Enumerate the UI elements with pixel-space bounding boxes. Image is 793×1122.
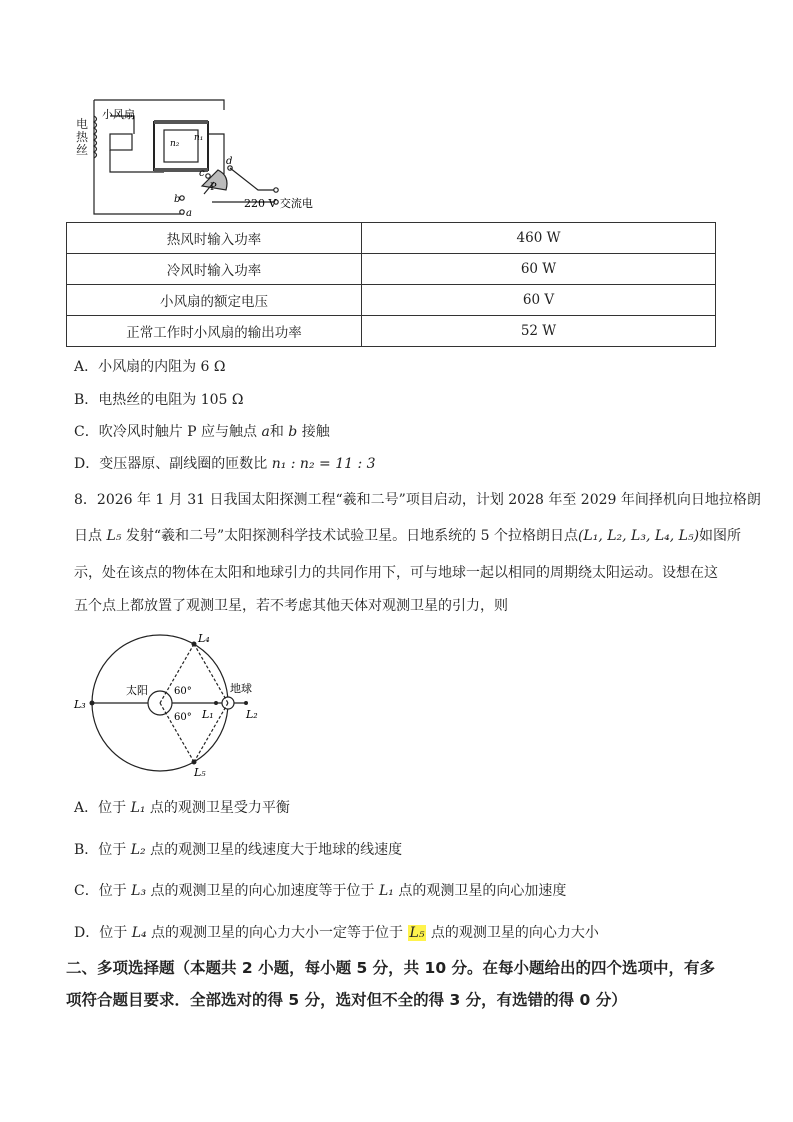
table-row [67, 223, 716, 254]
q8-option-b-l: L₂ [130, 842, 146, 858]
angle-bottom-label: 60° [174, 712, 192, 723]
section-heading-line-1: 二、多项选择题（本题共 2 小题，每小题 5 分，共 10 分。在每小题给出的四个选项中，有多 [66, 959, 716, 977]
q8-option-c-post: 点的观测卫星的向心加速度 [393, 883, 567, 899]
fan-label: 小风扇 [102, 108, 135, 121]
q7-option-c-a: a [261, 424, 270, 440]
point-d-label: d [226, 156, 233, 167]
q8-option-b-pre: B．位于 [74, 842, 131, 858]
l4-label: L₄ [198, 632, 210, 645]
l3-label: L₃ [74, 698, 86, 711]
table-row [67, 316, 716, 347]
q8-option-b-post: 点的观测卫星的线速度大于地球的线速度 [145, 842, 403, 858]
table-cell-label: 热风时输入功率 [67, 223, 362, 254]
spec-table [66, 222, 716, 347]
q7-option-c-post: 接触 [297, 424, 330, 440]
point-c-label: c [199, 168, 205, 179]
q7-option-b: B．电热丝的电阻为 105 Ω [74, 392, 244, 408]
q8-option-d-l: L₄ [131, 925, 147, 941]
q8-option-d-post: 点的观测卫星的向心力大小 [426, 925, 599, 941]
table-cell-value: 60 V [362, 285, 716, 316]
q7-option-d [74, 453, 376, 473]
table-cell-value: 60 W [362, 254, 716, 285]
heater-label: 电热丝 [76, 117, 89, 157]
l2-label: L₂ [246, 708, 258, 721]
table-cell-label: 正常工作时小风扇的输出功率 [67, 316, 362, 347]
q7-option-c-mid: 和 [269, 424, 289, 440]
q8-option-a [74, 797, 290, 817]
q8-option-c-pre: C．位于 [74, 883, 132, 899]
source-label: 220 V 交流电 [244, 197, 313, 210]
l5-label: L₅ [194, 766, 206, 778]
q7-option-a: A．小风扇的内阻为 6 Ω [74, 359, 226, 375]
n2-label: n₂ [170, 139, 180, 149]
q8-line-2-l5: L₅ [106, 528, 122, 544]
q8-line-2-pre: 日点 [74, 528, 107, 544]
table-cell-label: 冷风时输入功率 [67, 254, 362, 285]
q7-option-d-pre: D．变压器原、副线圈的匝数比 [74, 456, 272, 472]
q8-option-b [74, 839, 402, 859]
q7-option-c-b: b [288, 424, 298, 440]
q8-line-2-points: (L₁, L₂, L₃, L₄, L₅) [577, 528, 700, 544]
q8-option-a-post: 点的观测卫星受力平衡 [145, 800, 290, 816]
q8-option-a-pre: A．位于 [74, 800, 131, 816]
q8-option-c [74, 880, 566, 900]
point-a-label: a [186, 208, 192, 218]
q8-line-2 [74, 526, 742, 546]
q8-option-a-l: L₁ [130, 800, 146, 816]
point-b-label: b [174, 194, 181, 205]
section-heading-line-2: 项符合题目要求．全部选对的得 5 分，选对但不全的得 3 分，有选错的得 0 分） [66, 991, 627, 1009]
q8-line-4: 五个点上都放置了观测卫星，若不考虑其他天体对观测卫星的引力，则 [74, 598, 508, 614]
q7-option-c [74, 421, 330, 441]
table-cell-value: 52 W [362, 316, 716, 347]
q8-option-d-pre: D．位于 [74, 925, 132, 941]
q8-option-d-l2-highlight: L₅ [409, 925, 425, 941]
q8-option-d [74, 922, 599, 942]
earth-label: 地球 [230, 682, 252, 695]
q8-option-c-mid: 点的观测卫星的向心加速度等于位于 [146, 883, 379, 899]
lagrange-diagram [70, 628, 270, 778]
table-row [67, 254, 716, 285]
q8-line-2-post: 发射“羲和二号”太阳探测科学技术试验卫星。日地系统的 5 个拉格朗日点 [121, 528, 578, 544]
q8-line-1: 8．2026 年 1 月 31 日我国太阳探测工程“羲和二号”项目启动，计划 2028 年至 2029 年间择机向日地拉格朗 [74, 492, 761, 508]
q8-option-d-mid: 点的观测卫星的向心力大小一定等于位于 [146, 925, 408, 941]
table-row [67, 285, 716, 316]
n1-label: n₁ [194, 133, 204, 143]
table-cell-value: 460 W [362, 223, 716, 254]
angle-top-label: 60° [174, 686, 192, 697]
q8-option-c-l: L₃ [131, 883, 147, 899]
circuit-diagram [74, 94, 334, 218]
q8-line-3: 示，处在该点的物体在太阳和地球引力的共同作用下，可与地球一起以相同的周期绕太阳运动。设想在这 [74, 565, 718, 581]
l1-label: L₁ [202, 708, 214, 721]
q8-line-2-end: 如图所 [699, 528, 742, 544]
q8-option-c-l2: L₁ [379, 883, 394, 899]
contact-p-label: P [210, 182, 217, 193]
table-cell-label: 小风扇的额定电压 [67, 285, 362, 316]
q7-option-c-pre: C．吹冷风时触片 P 应与触点 [74, 424, 262, 440]
q7-option-d-ratio: n₁ : n₂ = 11 : 3 [271, 456, 376, 472]
sun-label: 太阳 [126, 684, 148, 697]
